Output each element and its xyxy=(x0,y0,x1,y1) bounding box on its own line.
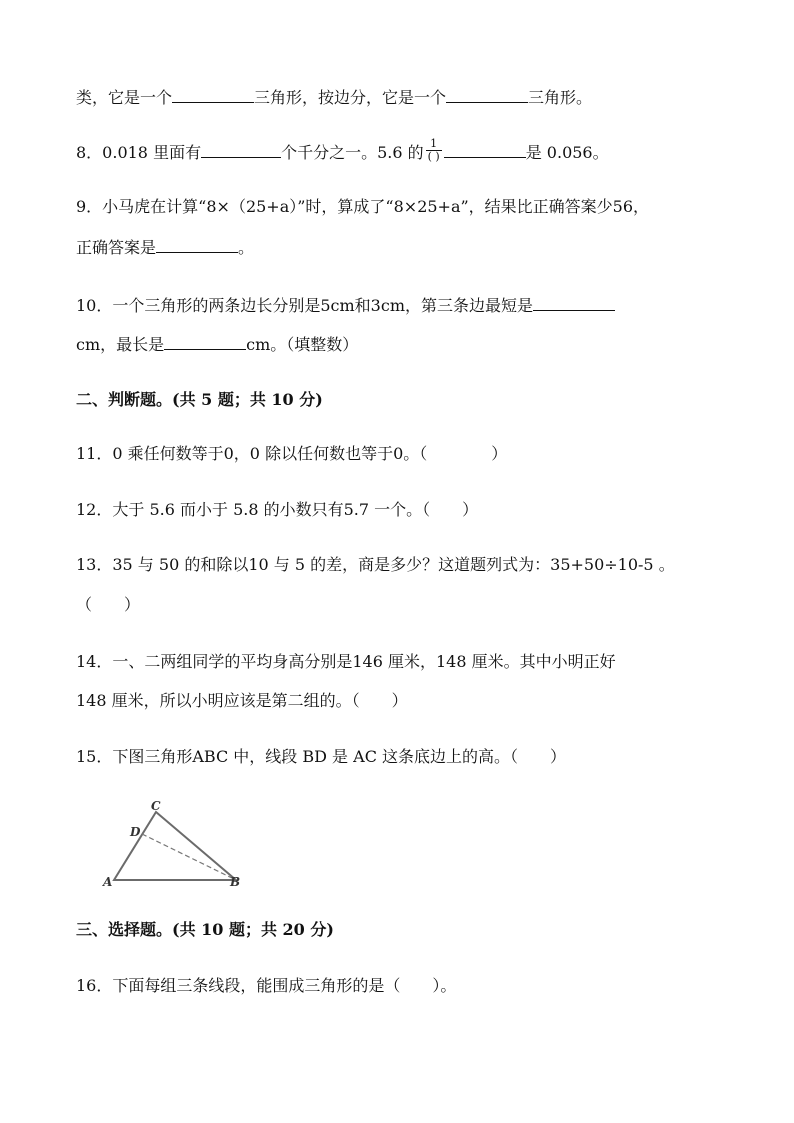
q7-text-2: 三角形，按边分，它是一个 xyxy=(254,88,447,107)
q10-text-2: cm，最长是 xyxy=(76,335,165,354)
q9-text-1: 正确答案是 xyxy=(76,238,157,257)
answer-blank xyxy=(172,86,254,103)
q9-text-2: 。 xyxy=(238,238,255,257)
question-16: 16．下面每组三条线段，能围成三角形的是（ ）。 xyxy=(76,976,457,995)
label-c: C xyxy=(151,799,161,813)
q7-text-3: 三角形。 xyxy=(528,88,593,107)
q10-text-1: 10．一个三角形的两条边长分别是5cm和3cm，第三条边最短是 xyxy=(76,296,533,315)
q7-text-1: 类，它是一个 xyxy=(76,88,173,107)
fraction-denominator: ( ) xyxy=(427,150,440,163)
section-3-heading: 三、选择题。(共 10 题；共 20 分) xyxy=(76,920,334,939)
triangle-abc-figure xyxy=(100,798,260,890)
question-14-line-1: 14．一、二两组同学的平均身高分别是146 厘米，148 厘米。其中小明正好 xyxy=(76,652,616,671)
question-13-line-1: 13．35 与 50 的和除以10 与 5 的差，商是多少？这道题列式为：35+50÷10-5 。 xyxy=(76,555,675,574)
triangle-abc xyxy=(114,812,236,880)
label-b: B xyxy=(230,875,241,889)
question-13-line-2: （ ） xyxy=(76,595,141,614)
question-7-continuation xyxy=(76,86,592,109)
q8-text-2: 个千分之一。5.6 的 xyxy=(281,143,424,162)
q8-text-3: 是 0.056。 xyxy=(525,143,609,162)
answer-blank xyxy=(201,141,281,158)
section-2-heading: 二、判断题。(共 5 题；共 10 分) xyxy=(76,390,323,409)
answer-blank xyxy=(533,294,615,311)
question-14-line-2: 148 厘米，所以小明应该是第二组的。（ ） xyxy=(76,691,408,710)
question-12: 12．大于 5.6 而小于 5.8 的小数只有5.7 一个。（ ） xyxy=(76,500,479,519)
question-9-line-2 xyxy=(76,236,254,259)
question-11: 11．0 乘任何数等于0，0 除以任何数也等于0。（ ） xyxy=(76,444,508,463)
question-10-line-2 xyxy=(76,333,358,356)
answer-blank xyxy=(446,86,528,103)
answer-blank xyxy=(156,236,238,253)
question-15: 15．下图三角形ABC 中，线段 BD 是 AC 这条底边上的高。（ ） xyxy=(76,747,567,766)
answer-blank xyxy=(164,333,246,350)
q10-text-3: cm。（填整数） xyxy=(246,335,359,354)
fraction-numerator: 1 xyxy=(426,138,442,151)
answer-blank xyxy=(444,141,526,158)
label-d: D xyxy=(130,825,141,839)
fraction xyxy=(426,138,442,163)
question-8 xyxy=(76,137,609,166)
question-10-line-1 xyxy=(76,294,615,317)
label-a: A xyxy=(103,875,113,889)
question-9-line-1: 9．小马虎在计算“8×（25+a）”时，算成了“8×25+a”，结果比正确答案少56， xyxy=(76,197,650,216)
q8-text-1: 8．0.018 里面有 xyxy=(76,143,202,162)
